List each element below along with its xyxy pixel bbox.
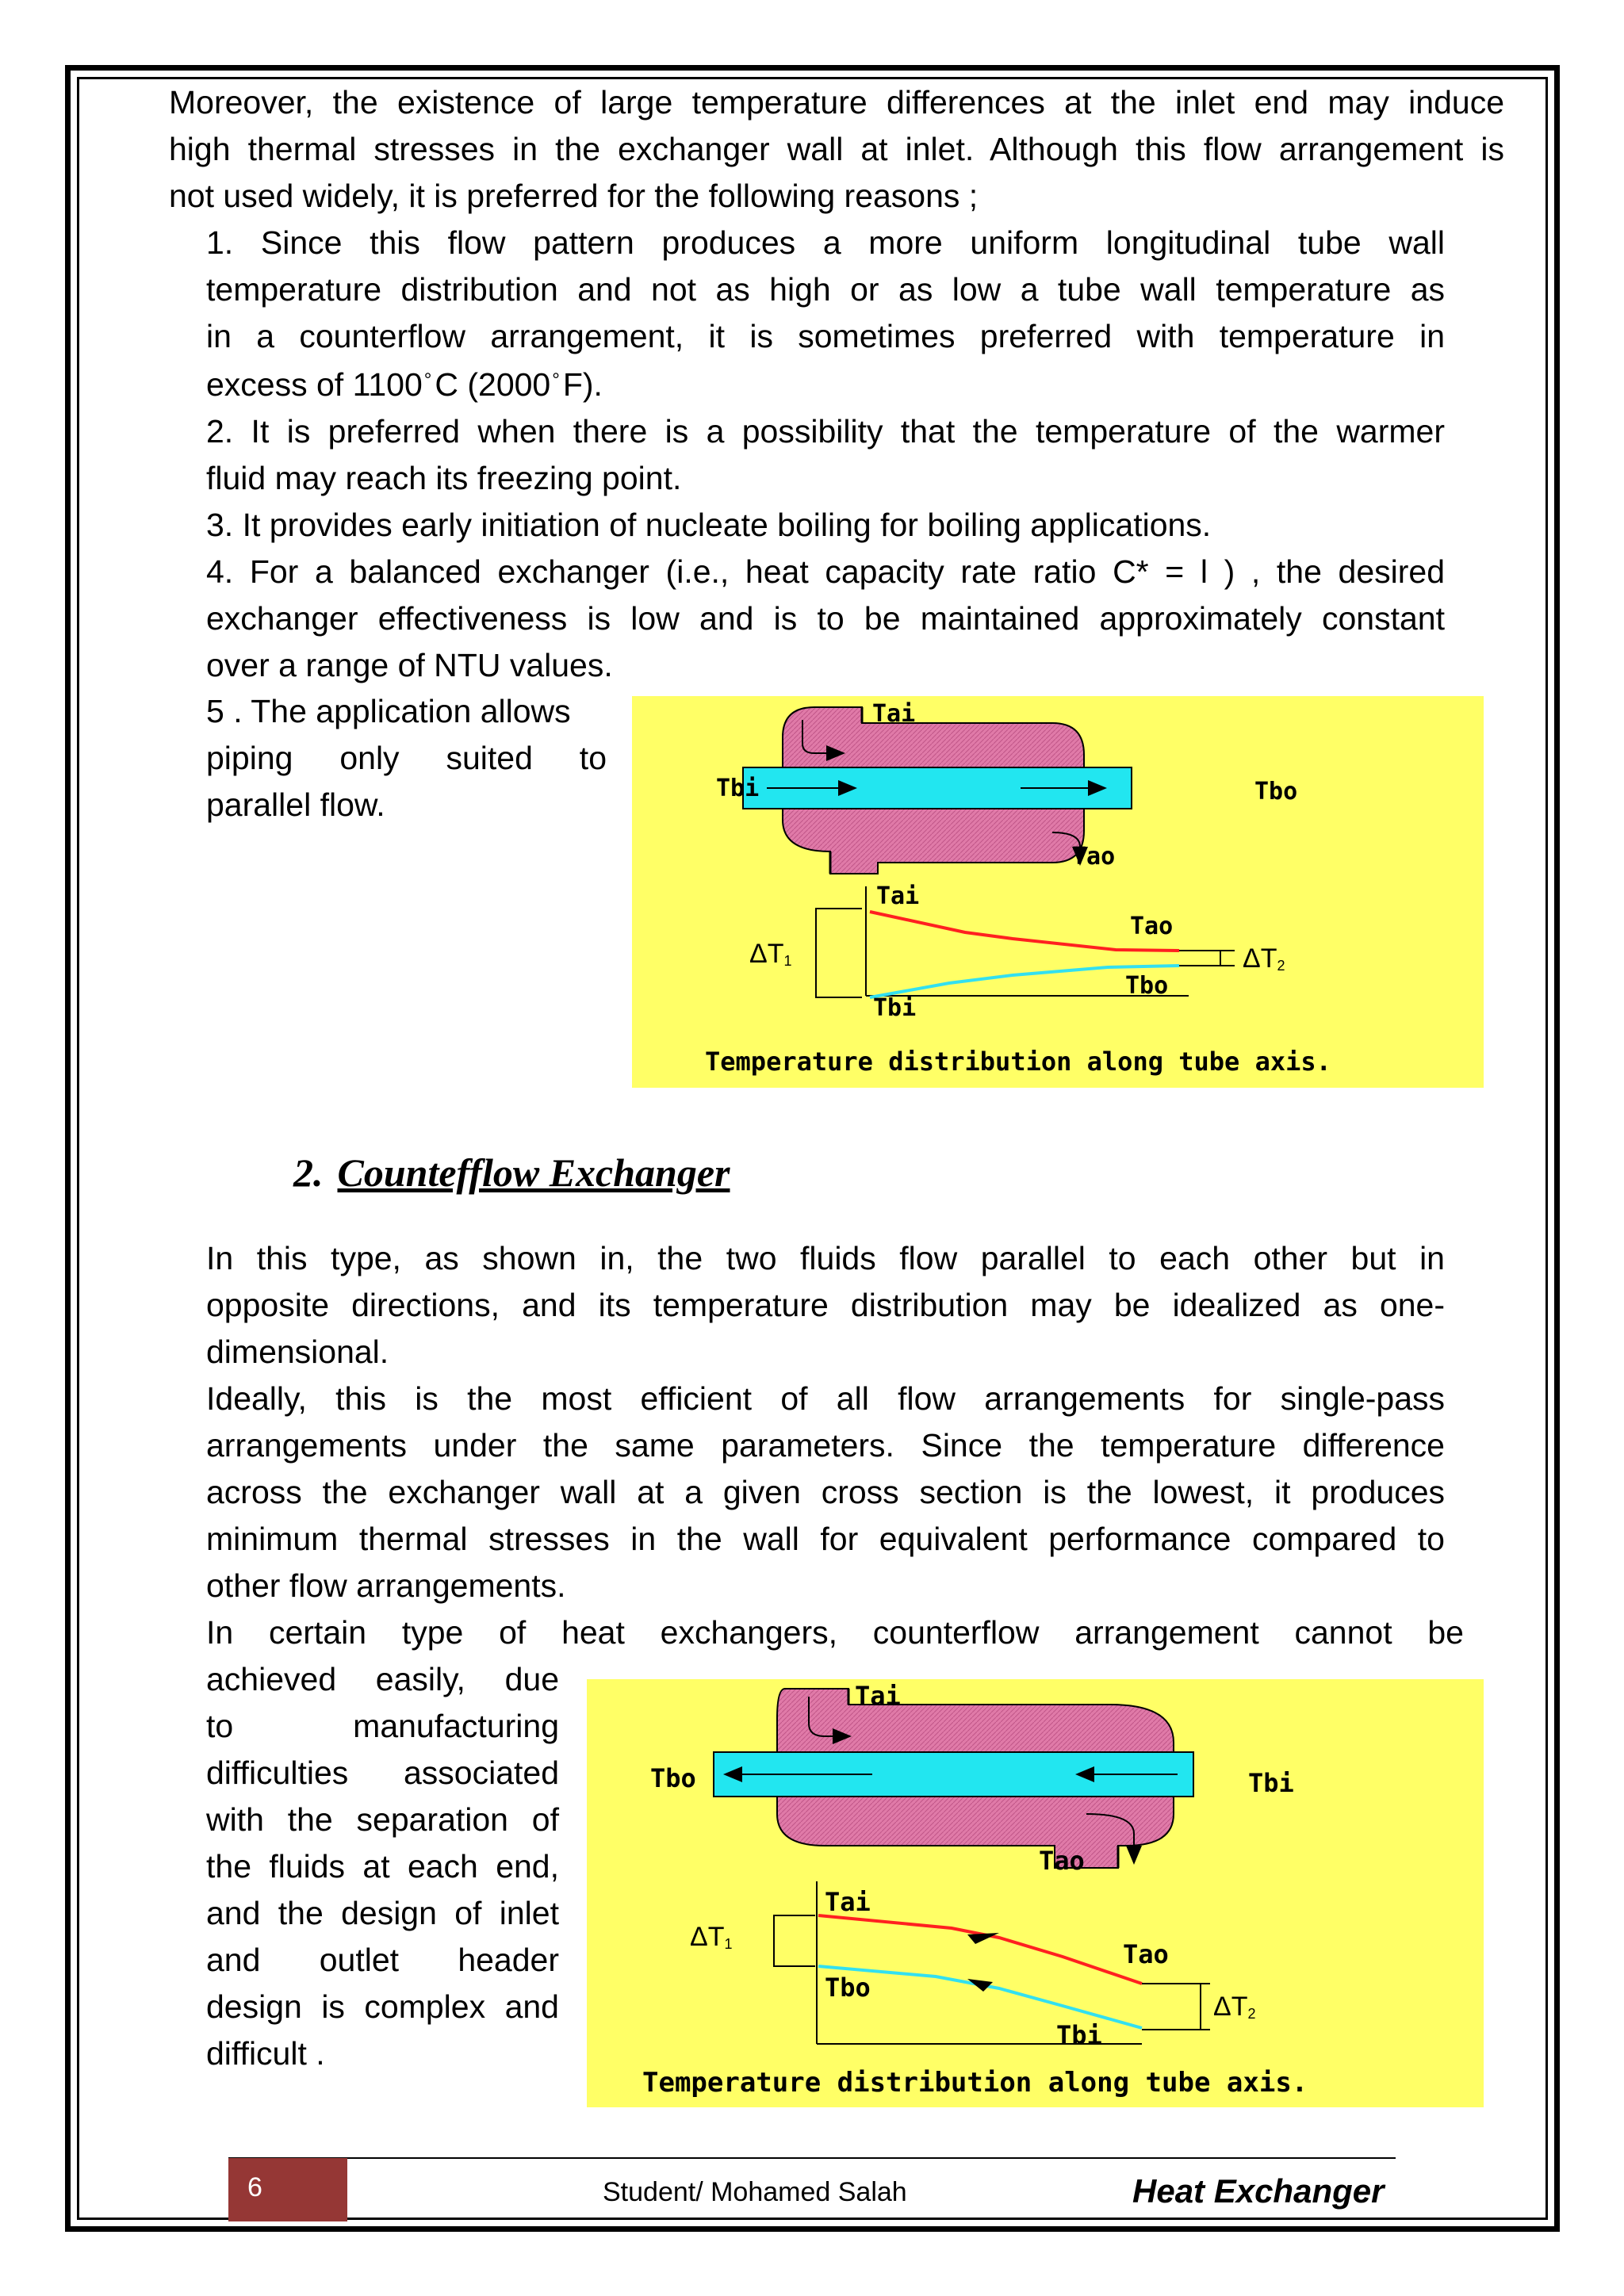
label-tai: Tai xyxy=(872,700,916,728)
footer-student: Student/ Mohamed Salah xyxy=(603,2177,907,2207)
certain-wrap-line: difficult . xyxy=(206,2035,325,2072)
plot-label-tbi: Tbi xyxy=(1056,2020,1102,2050)
reason-4-line: over a range of NTU values. xyxy=(206,647,613,683)
plot-label-tai: Tai xyxy=(825,1887,871,1917)
ideally-line: minimum thermal stresses in the wall for equivalent performance compared to xyxy=(206,1521,1445,1557)
plot-label-tbi: Tbi xyxy=(873,994,917,1022)
reason-1-text-c: F). xyxy=(562,366,603,403)
reason-5-line: parallel flow. xyxy=(206,786,385,823)
delta-t1-text: ΔT xyxy=(749,939,784,969)
label-tbi: Tbi xyxy=(716,775,760,802)
counterflow-paragraph xyxy=(206,1235,1445,1609)
delta-t1-text: ΔT xyxy=(690,1922,725,1952)
reason-1-line: 1. Since this flow pattern produces a more uniform longitudinal tube wall xyxy=(206,224,1445,261)
delta-t2-text: ΔT xyxy=(1213,1992,1248,2022)
certain-wrap-line: difficulties associated xyxy=(206,1755,559,1791)
plot-label-tai: Tai xyxy=(876,882,920,910)
ideally-line: Ideally, this is the most efficient of all flow arrangements for single-pass xyxy=(206,1380,1445,1417)
section-number: 2. xyxy=(293,1150,324,1195)
certain-wrap-line: with the separation of xyxy=(206,1801,559,1838)
parallel-flow-figure xyxy=(632,696,1484,1088)
reason-5-line: piping only suited to xyxy=(206,740,607,776)
certain-wrap-line: and the design of inlet xyxy=(206,1895,559,1931)
degree-symbol: ° xyxy=(423,369,432,391)
certain-wrap-line: the fluids at each end, xyxy=(206,1848,559,1885)
reason-1-text-a: excess of 1100 xyxy=(206,366,423,403)
ideally-line: other flow arrangements. xyxy=(206,1567,566,1604)
reason-5-line: 5 . The application allows xyxy=(206,693,571,729)
reason-4-line: exchanger effectiveness is low and is to be maintained approximately constant xyxy=(206,600,1445,637)
reason-1-last-line xyxy=(206,362,1445,408)
label-tbi: Tbi xyxy=(1248,1768,1294,1798)
plot-label-tao: Tao xyxy=(1123,1939,1169,1969)
reason-1-text-b: C (2000 xyxy=(435,366,551,403)
certain-text: In certain type of heat exchangers, counterflow arrangement cannot be xyxy=(206,1614,1464,1651)
certain-line xyxy=(206,1609,1464,1656)
section-heading xyxy=(293,1150,730,1196)
counterflow-line: opposite directions, and its temperature distribution may be idealized as one- xyxy=(206,1287,1445,1323)
delta-t2-sub: 2 xyxy=(1247,2006,1256,2022)
page-number-badge xyxy=(228,2158,347,2221)
counterflow-line: In this type, as shown in, the two fluids flow parallel to each other but in xyxy=(206,1240,1445,1276)
intro-paragraph xyxy=(169,79,1504,220)
certain-wrap-line: and outlet header xyxy=(206,1942,559,1978)
delta-t1-sub: 1 xyxy=(783,953,792,969)
degree-symbol: ° xyxy=(552,369,560,391)
certain-wrap-line: design is complex and xyxy=(206,1988,559,2025)
label-tao: Tao xyxy=(1072,843,1116,871)
certain-wrap xyxy=(206,1656,559,2077)
certain-wrap-line: achieved easily, due xyxy=(206,1661,559,1697)
reasons-list xyxy=(206,220,1445,689)
intro-line: Moreover, the existence of large temperature differences at the inlet end may induce xyxy=(169,84,1504,121)
reason-2-line: 2. It is preferred when there is a possibility that the temperature of the warmer xyxy=(206,413,1445,450)
counterflow-figure xyxy=(587,1679,1484,2107)
reason-2-line: fluid may reach its freezing point. xyxy=(206,460,682,496)
label-tbo: Tbo xyxy=(1254,778,1298,806)
reason-4-line: 4. For a balanced exchanger (i.e., heat capacity rate ratio C* = l ) , the desired xyxy=(206,553,1445,590)
plot-label-tbo: Tbo xyxy=(825,1973,871,2003)
footer-title: Heat Exchanger xyxy=(1132,2172,1385,2210)
label-tao: Tao xyxy=(1039,1846,1085,1876)
footer-rule xyxy=(228,2157,1396,2159)
intro-line: high thermal stresses in the exchanger wall at inlet. Although this flow arrangement is xyxy=(169,131,1504,167)
certain-wrap-line: to manufacturing xyxy=(206,1708,559,1744)
section-title: Countefflow Exchanger xyxy=(337,1150,730,1195)
reason-1-line: temperature distribution and not as high or as low a tube wall temperature as xyxy=(206,271,1445,308)
label-tai: Tai xyxy=(855,1681,901,1711)
label-tbo: Tbo xyxy=(650,1763,696,1793)
reason-3-line: 3. It provides early initiation of nucleate boiling for boiling applications. xyxy=(206,507,1212,543)
plot-label-tbo: Tbo xyxy=(1125,972,1169,1000)
figure-caption: Temperature distribution along tube axis. xyxy=(705,1047,1331,1077)
ideally-line: arrangements under the same parameters. Since the temperature difference xyxy=(206,1427,1445,1464)
ideally-line: across the exchanger wall at a given cross section is the lowest, it produces xyxy=(206,1474,1445,1510)
reason-5 xyxy=(206,688,607,828)
intro-line: not used widely, it is preferred for the following reasons ; xyxy=(169,178,979,214)
delta-t1-sub: 1 xyxy=(724,1936,733,1952)
delta-t2-text: ΔT xyxy=(1243,943,1277,974)
plot-label-tao: Tao xyxy=(1130,913,1174,940)
figure-caption: Temperature distribution along tube axis. xyxy=(642,2067,1308,2099)
delta-t2-sub: 2 xyxy=(1277,958,1285,974)
counterflow-line: dimensional. xyxy=(206,1334,389,1370)
reason-1-line: in a counterflow arrangement, it is sometimes preferred with temperature in xyxy=(206,318,1445,354)
page-number: 6 xyxy=(247,2172,262,2202)
